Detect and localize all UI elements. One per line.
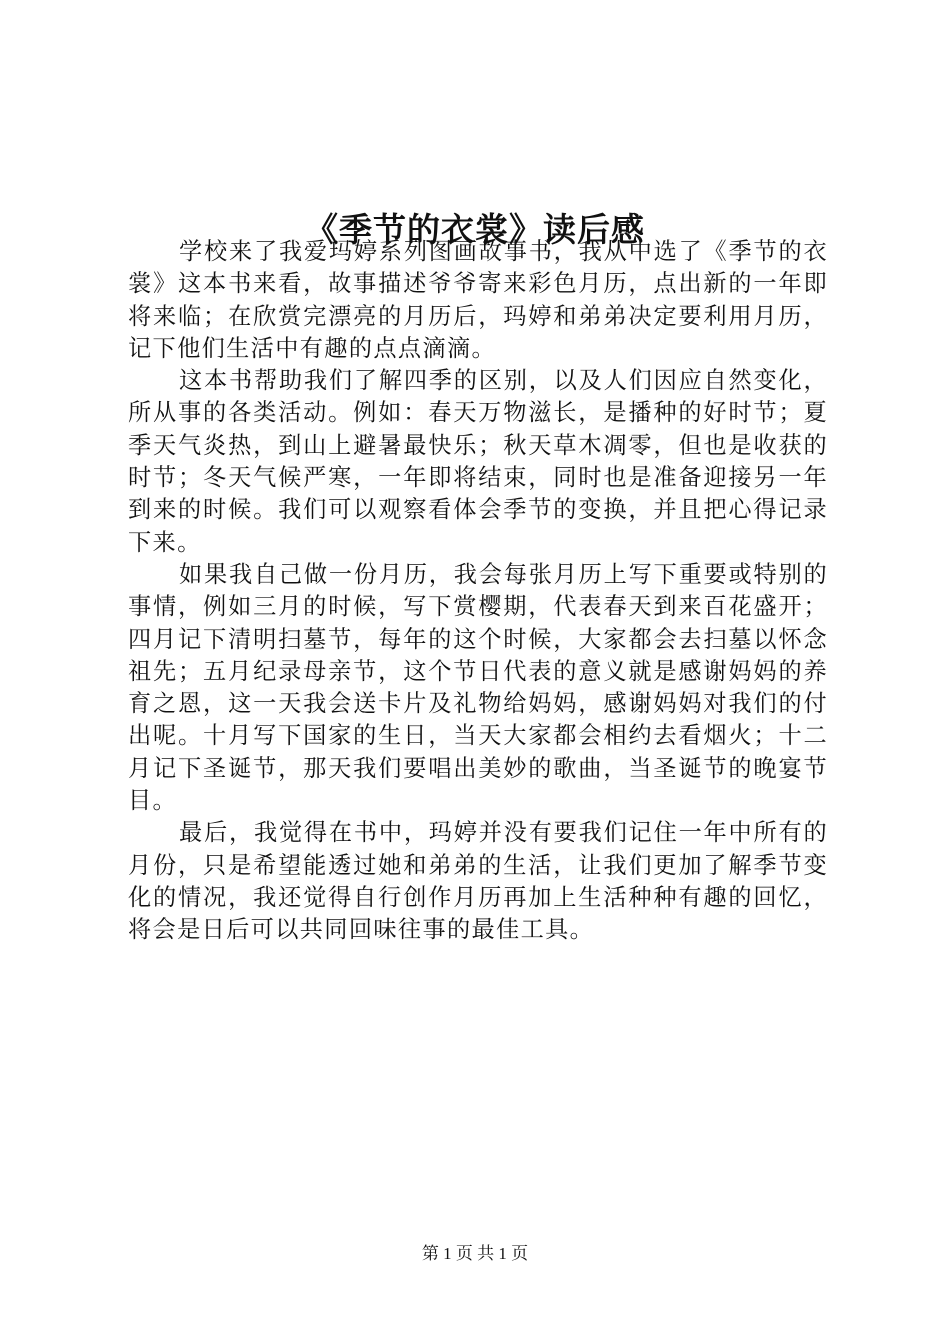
page-number-footer: 第 1 页 共 1 页 (421, 1244, 529, 1263)
paragraph-4: 最后，我觉得在书中，玛婷并没有要我们记住一年中所有的月份，只是希望能透过她和弟弟的生活，让我们更加了解季节变化的情况，我还觉得自行创作月历再加上生活种种有趣的回忆，将会是日后可以共同回味往事的最佳工具。 (128, 819, 828, 944)
document-title: 《季节的衣裳》读后感 (305, 210, 645, 250)
paragraph-2: 这本书帮助我们了解四季的区别，以及人们因应自然变化，所从事的各类活动。例如：春天万物滋长，是播种的好时节；夏季天气炎热，到山上避暑最快乐；秋天草木凋零，但也是收获的时节；冬天气候严寒，一年即将结束，同时也是准备迎接另一年到来的时候。我们可以观察看体会季节的变换，并且把心得记录下来。 (128, 367, 828, 556)
document-body (128, 236, 828, 947)
paragraph-3: 如果我自己做一份月历，我会每张月历上写下重要或特别的事情，例如三月的时候，写下赏樱期，代表春天到来百花盛开；四月记下清明扫墓节，每年的这个时候，大家都会去扫墓以怀念祖先；五月纪录母亲节，这个节日代表的意义就是感谢妈妈的养育之恩，这一天我会送卡片及礼物给妈妈，感谢妈妈对我们的付出呢。十月写下国家的生日，当天大家都会相约去看烟火；十二月记下圣诞节，那天我们要唱出美妙的歌曲，当圣诞节的晚宴节目。 (128, 560, 828, 815)
paragraph-1: 学校来了我爱玛婷系列图画故事书，我从中选了《季节的衣裳》这本书来看，故事描述爷爷寄来彩色月历，点出新的一年即将来临；在欣赏完漂亮的月历后，玛婷和弟弟决定要利用月历，记下他们生活中有趣的点点滴滴。 (128, 238, 828, 362)
